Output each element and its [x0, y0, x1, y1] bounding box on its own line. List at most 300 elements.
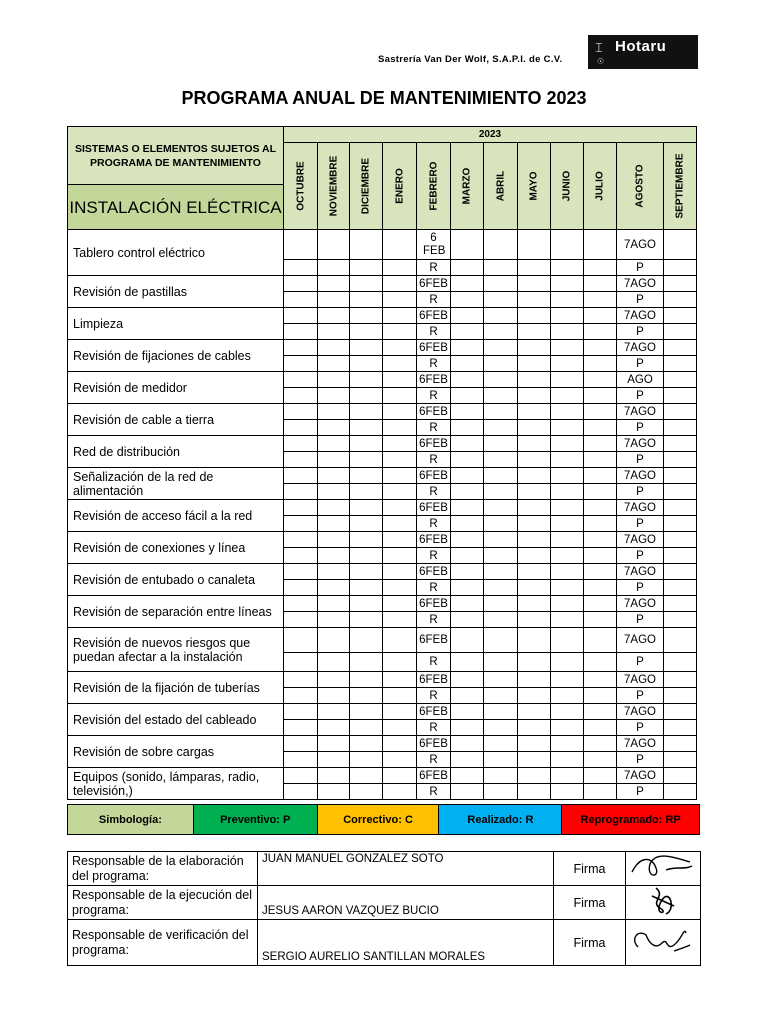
empty-cell — [518, 612, 551, 628]
date-cell-feb: 6FEB — [417, 436, 451, 452]
empty-cell — [551, 372, 584, 388]
empty-cell — [584, 452, 617, 468]
date-cell-ago: 7AGO — [617, 230, 664, 260]
empty-cell — [383, 688, 417, 704]
empty-cell — [451, 532, 484, 548]
activity-row — [68, 276, 697, 292]
activity-name: Revisión de fijaciones de cables — [68, 340, 284, 372]
empty-cell — [383, 548, 417, 564]
empty-cell — [451, 704, 484, 720]
status-cell-ago: P — [617, 484, 664, 500]
activity-row — [68, 628, 697, 653]
empty-cell — [664, 688, 697, 704]
empty-cell — [584, 276, 617, 292]
empty-cell — [350, 468, 383, 484]
empty-cell — [584, 308, 617, 324]
legend-item: Preventivo: P — [194, 805, 318, 834]
empty-cell — [584, 704, 617, 720]
activity-row — [68, 768, 697, 784]
empty-cell — [551, 532, 584, 548]
document-title: PROGRAMA ANUAL DE MANTENIMIENTO 2023 — [181, 88, 587, 108]
date-cell-ago: 7AGO — [617, 276, 664, 292]
activity-row — [68, 404, 697, 420]
activity-row — [68, 340, 697, 356]
empty-cell — [451, 484, 484, 500]
empty-cell — [551, 768, 584, 784]
empty-cell — [284, 260, 318, 276]
empty-cell — [350, 516, 383, 532]
activity-name: Revisión de pastillas — [68, 276, 284, 308]
empty-cell — [484, 580, 518, 596]
empty-cell — [383, 308, 417, 324]
empty-cell — [284, 276, 318, 292]
empty-cell — [318, 500, 350, 516]
empty-cell — [551, 596, 584, 612]
empty-cell — [664, 704, 697, 720]
empty-cell — [350, 436, 383, 452]
empty-cell — [484, 436, 518, 452]
empty-cell — [350, 420, 383, 436]
empty-cell — [318, 420, 350, 436]
empty-cell — [518, 548, 551, 564]
empty-cell — [451, 752, 484, 768]
empty-cell — [350, 612, 383, 628]
empty-cell — [284, 580, 318, 596]
month-header-diciembre — [350, 143, 383, 230]
date-cell-feb: 6 FEB — [417, 230, 451, 260]
empty-cell — [451, 653, 484, 672]
firma-label: Firma — [554, 886, 626, 920]
empty-cell — [518, 468, 551, 484]
status-cell-feb: R — [417, 260, 451, 276]
empty-cell — [284, 468, 318, 484]
responsible-role: Responsable de la elaboración del programa: — [68, 852, 258, 886]
empty-cell — [318, 452, 350, 468]
empty-cell — [484, 452, 518, 468]
empty-cell — [318, 324, 350, 340]
empty-cell — [484, 672, 518, 688]
status-cell-ago: P — [617, 688, 664, 704]
date-cell-feb: 6FEB — [417, 276, 451, 292]
activity-name: Tablero control eléctrico — [68, 230, 284, 276]
empty-cell — [350, 628, 383, 653]
status-cell-ago: P — [617, 452, 664, 468]
empty-cell — [284, 500, 318, 516]
date-cell-feb: 6FEB — [417, 596, 451, 612]
activity-name: Limpieza — [68, 308, 284, 340]
empty-cell — [518, 484, 551, 500]
empty-cell — [551, 388, 584, 404]
empty-cell — [350, 500, 383, 516]
empty-cell — [383, 612, 417, 628]
empty-cell — [318, 720, 350, 736]
empty-cell — [451, 324, 484, 340]
legend-item: Realizado: R — [439, 805, 562, 834]
empty-cell — [484, 612, 518, 628]
activity-row — [68, 564, 697, 580]
empty-cell — [518, 736, 551, 752]
empty-cell — [318, 784, 350, 800]
status-cell-feb: R — [417, 752, 451, 768]
empty-cell — [318, 653, 350, 672]
date-cell-feb: 6FEB — [417, 500, 451, 516]
responsible-row — [68, 886, 701, 920]
empty-cell — [584, 356, 617, 372]
empty-cell — [318, 356, 350, 372]
empty-cell — [284, 564, 318, 580]
empty-cell — [284, 628, 318, 653]
empty-cell — [584, 612, 617, 628]
empty-cell — [318, 468, 350, 484]
empty-cell — [284, 308, 318, 324]
activity-row — [68, 500, 697, 516]
month-header-febrero — [417, 143, 451, 230]
empty-cell — [518, 596, 551, 612]
date-cell-ago: 7AGO — [617, 704, 664, 720]
empty-cell — [383, 276, 417, 292]
empty-cell — [318, 768, 350, 784]
activity-row — [68, 230, 697, 260]
date-cell-feb: 6FEB — [417, 404, 451, 420]
empty-cell — [664, 230, 697, 260]
date-cell-feb: 6FEB — [417, 628, 451, 653]
empty-cell — [584, 516, 617, 532]
signature-image — [626, 852, 701, 886]
empty-cell — [284, 736, 318, 752]
empty-cell — [518, 260, 551, 276]
empty-cell — [350, 340, 383, 356]
empty-cell — [664, 500, 697, 516]
legend-item: Correctivo: C — [318, 805, 440, 834]
empty-cell — [318, 580, 350, 596]
logo-emblem-icon: ☉ — [597, 57, 605, 66]
activity-name: Revisión de cable a tierra — [68, 404, 284, 436]
empty-cell — [551, 308, 584, 324]
status-cell-feb: R — [417, 420, 451, 436]
empty-cell — [451, 516, 484, 532]
company-name: Sastrería Van Der Wolf, S.A.P.I. de C.V. — [378, 54, 563, 65]
empty-cell — [518, 580, 551, 596]
symbology-legend — [67, 804, 700, 835]
empty-cell — [518, 404, 551, 420]
empty-cell — [451, 768, 484, 784]
empty-cell — [451, 596, 484, 612]
empty-cell — [484, 340, 518, 356]
empty-cell — [284, 356, 318, 372]
empty-cell — [518, 292, 551, 308]
status-cell-ago: P — [617, 548, 664, 564]
empty-cell — [383, 564, 417, 580]
empty-cell — [551, 516, 584, 532]
empty-cell — [284, 548, 318, 564]
empty-cell — [350, 548, 383, 564]
empty-cell — [664, 436, 697, 452]
empty-cell — [518, 720, 551, 736]
status-cell-ago: P — [617, 420, 664, 436]
empty-cell — [451, 260, 484, 276]
empty-cell — [551, 230, 584, 260]
empty-cell — [318, 612, 350, 628]
empty-cell — [664, 356, 697, 372]
empty-cell — [318, 340, 350, 356]
empty-cell — [484, 564, 518, 580]
empty-cell — [551, 720, 584, 736]
empty-cell — [383, 404, 417, 420]
logo-brand-text: Hotaru — [615, 38, 667, 55]
empty-cell — [584, 230, 617, 260]
empty-cell — [484, 324, 518, 340]
date-cell-ago: 7AGO — [617, 468, 664, 484]
empty-cell — [518, 628, 551, 653]
activity-name: Revisión de sobre cargas — [68, 736, 284, 768]
status-cell-ago: P — [617, 580, 664, 596]
empty-cell — [664, 308, 697, 324]
empty-cell — [451, 468, 484, 484]
status-cell-ago: P — [617, 752, 664, 768]
empty-cell — [350, 532, 383, 548]
empty-cell — [350, 580, 383, 596]
empty-cell — [664, 736, 697, 752]
empty-cell — [664, 653, 697, 672]
empty-cell — [584, 292, 617, 308]
empty-cell — [664, 672, 697, 688]
empty-cell — [518, 688, 551, 704]
empty-cell — [350, 372, 383, 388]
empty-cell — [484, 768, 518, 784]
date-cell-ago: 7AGO — [617, 736, 664, 752]
empty-cell — [451, 388, 484, 404]
empty-cell — [383, 372, 417, 388]
empty-cell — [284, 720, 318, 736]
empty-cell — [451, 308, 484, 324]
empty-cell — [551, 580, 584, 596]
signature-image — [626, 886, 701, 920]
empty-cell — [383, 324, 417, 340]
activity-name: Revisión de acceso fácil a la red — [68, 500, 284, 532]
activity-row — [68, 468, 697, 484]
empty-cell — [484, 752, 518, 768]
status-cell-feb: R — [417, 452, 451, 468]
date-cell-ago: 7AGO — [617, 308, 664, 324]
activity-name: Revisión del estado del cableado — [68, 704, 284, 736]
empty-cell — [484, 516, 518, 532]
empty-cell — [484, 356, 518, 372]
empty-cell — [518, 372, 551, 388]
empty-cell — [584, 736, 617, 752]
activity-row — [68, 372, 697, 388]
empty-cell — [518, 276, 551, 292]
status-cell-ago: P — [617, 784, 664, 800]
empty-cell — [484, 276, 518, 292]
empty-cell — [284, 784, 318, 800]
empty-cell — [484, 628, 518, 653]
empty-cell — [284, 388, 318, 404]
empty-cell — [518, 340, 551, 356]
activity-row — [68, 672, 697, 688]
empty-cell — [451, 628, 484, 653]
date-cell-feb: 6FEB — [417, 532, 451, 548]
empty-cell — [451, 564, 484, 580]
responsible-name: SERGIO AURELIO SANTILLAN MORALES — [258, 920, 554, 966]
activity-row — [68, 704, 697, 720]
empty-cell — [383, 580, 417, 596]
empty-cell — [551, 784, 584, 800]
empty-cell — [383, 720, 417, 736]
empty-cell — [551, 628, 584, 653]
legend-item: Reprogramado: RP — [562, 805, 699, 834]
empty-cell — [518, 500, 551, 516]
empty-cell — [451, 292, 484, 308]
empty-cell — [383, 516, 417, 532]
month-header-marzo — [451, 143, 484, 230]
empty-cell — [584, 324, 617, 340]
empty-cell — [318, 628, 350, 653]
empty-cell — [284, 653, 318, 672]
empty-cell — [518, 516, 551, 532]
empty-cell — [318, 230, 350, 260]
empty-cell — [484, 736, 518, 752]
empty-cell — [383, 468, 417, 484]
empty-cell — [383, 292, 417, 308]
empty-cell — [551, 548, 584, 564]
empty-cell — [383, 260, 417, 276]
empty-cell — [518, 564, 551, 580]
empty-cell — [350, 736, 383, 752]
activity-name: Revisión de medidor — [68, 372, 284, 404]
date-cell-ago: AGO — [617, 372, 664, 388]
month-header-noviembre — [318, 143, 350, 230]
empty-cell — [318, 308, 350, 324]
status-cell-feb: R — [417, 784, 451, 800]
date-cell-feb: 6FEB — [417, 308, 451, 324]
empty-cell — [551, 736, 584, 752]
status-cell-feb: R — [417, 580, 451, 596]
empty-cell — [584, 372, 617, 388]
empty-cell — [484, 372, 518, 388]
empty-cell — [484, 704, 518, 720]
empty-cell — [551, 564, 584, 580]
status-cell-ago: P — [617, 260, 664, 276]
company-logo — [588, 35, 698, 69]
empty-cell — [451, 720, 484, 736]
empty-cell — [584, 564, 617, 580]
empty-cell — [318, 548, 350, 564]
empty-cell — [584, 768, 617, 784]
activity-row — [68, 308, 697, 324]
empty-cell — [551, 420, 584, 436]
empty-cell — [551, 468, 584, 484]
status-cell-ago: P — [617, 324, 664, 340]
empty-cell — [350, 484, 383, 500]
empty-cell — [551, 404, 584, 420]
empty-cell — [664, 784, 697, 800]
empty-cell — [284, 516, 318, 532]
empty-cell — [451, 356, 484, 372]
empty-cell — [284, 672, 318, 688]
responsible-name: JESUS AARON VAZQUEZ BUCIO — [258, 886, 554, 920]
empty-cell — [451, 436, 484, 452]
responsible-row — [68, 852, 701, 886]
empty-cell — [350, 388, 383, 404]
empty-cell — [383, 420, 417, 436]
empty-cell — [584, 653, 617, 672]
month-label: ABRIL — [495, 170, 506, 202]
empty-cell — [350, 596, 383, 612]
status-cell-feb: R — [417, 653, 451, 672]
empty-cell — [318, 672, 350, 688]
empty-cell — [484, 308, 518, 324]
empty-cell — [350, 768, 383, 784]
date-cell-ago: 7AGO — [617, 768, 664, 784]
status-cell-feb: R — [417, 484, 451, 500]
empty-cell — [551, 356, 584, 372]
empty-cell — [664, 452, 697, 468]
empty-cell — [383, 452, 417, 468]
responsibles-table — [67, 851, 701, 966]
empty-cell — [551, 324, 584, 340]
date-cell-ago: 7AGO — [617, 532, 664, 548]
empty-cell — [318, 564, 350, 580]
empty-cell — [584, 548, 617, 564]
month-label: OCTUBRE — [295, 161, 306, 211]
empty-cell — [664, 720, 697, 736]
status-cell-ago: P — [617, 720, 664, 736]
empty-cell — [664, 276, 697, 292]
empty-cell — [350, 653, 383, 672]
empty-cell — [350, 260, 383, 276]
status-cell-feb: R — [417, 388, 451, 404]
empty-cell — [350, 356, 383, 372]
empty-cell — [484, 260, 518, 276]
empty-cell — [664, 532, 697, 548]
empty-cell — [318, 688, 350, 704]
empty-cell — [584, 260, 617, 276]
status-cell-feb: R — [417, 292, 451, 308]
empty-cell — [664, 388, 697, 404]
status-cell-feb: R — [417, 548, 451, 564]
empty-cell — [551, 672, 584, 688]
empty-cell — [551, 484, 584, 500]
empty-cell — [284, 452, 318, 468]
empty-cell — [318, 292, 350, 308]
empty-cell — [518, 388, 551, 404]
year-header: 2023 — [284, 127, 697, 143]
empty-cell — [484, 653, 518, 672]
empty-cell — [284, 704, 318, 720]
empty-cell — [484, 484, 518, 500]
activity-name: Revisión de entubado o canaleta — [68, 564, 284, 596]
legend-item: Simbología: — [68, 805, 194, 834]
empty-cell — [383, 653, 417, 672]
empty-cell — [284, 292, 318, 308]
status-cell-feb: R — [417, 720, 451, 736]
empty-cell — [518, 356, 551, 372]
date-cell-feb: 6FEB — [417, 704, 451, 720]
month-label: JUNIO — [561, 170, 573, 202]
empty-cell — [451, 736, 484, 752]
empty-cell — [664, 340, 697, 356]
empty-cell — [284, 612, 318, 628]
empty-cell — [383, 500, 417, 516]
empty-cell — [350, 752, 383, 768]
empty-cell — [383, 752, 417, 768]
month-header-junio — [551, 143, 584, 230]
empty-cell — [584, 404, 617, 420]
empty-cell — [664, 324, 697, 340]
empty-cell — [451, 420, 484, 436]
date-cell-feb: 6FEB — [417, 468, 451, 484]
empty-cell — [518, 768, 551, 784]
